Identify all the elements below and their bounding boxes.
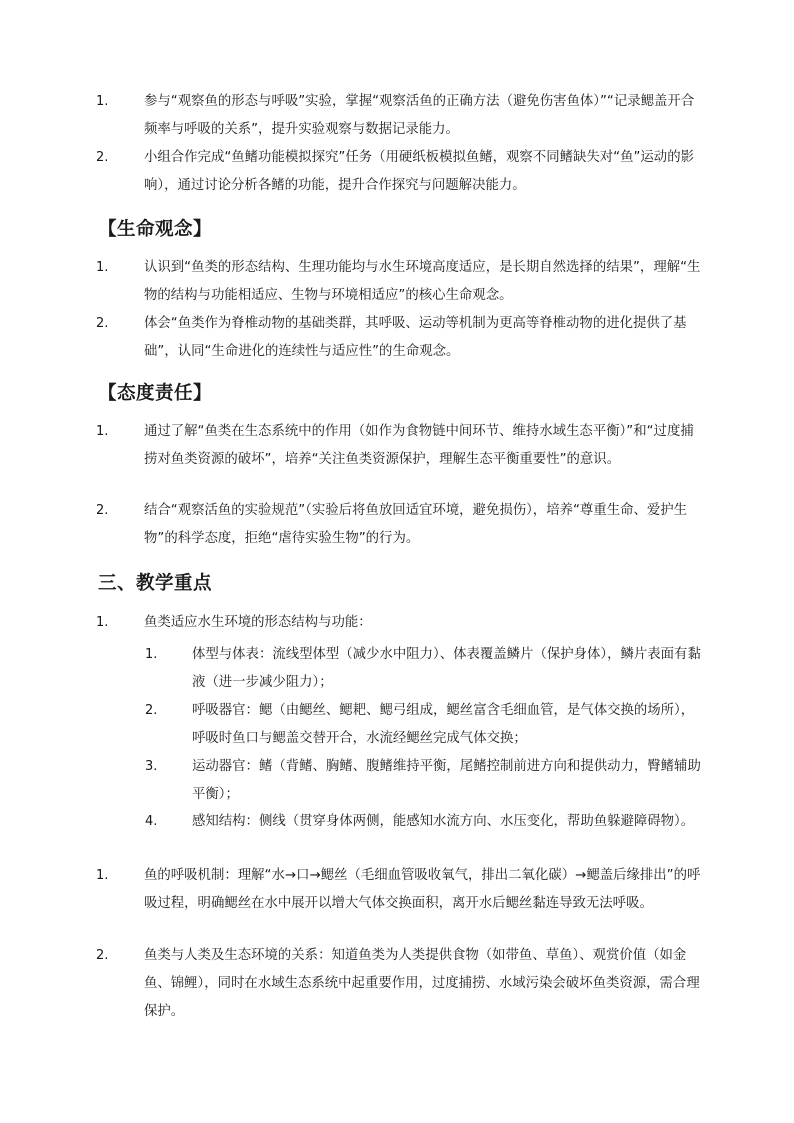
- list-number: 2.: [96, 150, 109, 165]
- list-text: 参与“观察鱼的形态与呼吸”实验，掌握“观察活鱼的正确方法（避免伤害鱼体）”“记录鳃盖开合频率与呼吸的关系”，提升实验观察与数据记录能力。: [144, 94, 695, 137]
- list-text: 体型与体表：流线型体型（减少水中阻力）、体表覆盖鳞片（保护身体），鳞片表面有黏液（进一步减少阻力）；: [192, 647, 701, 690]
- list-text: 体会“鱼类作为脊椎动物的基础类群，其呼吸、运动等机制为更高等脊椎动物的进化提供了基础”，认同“生命进化的连续性与适应性”的生命观念。: [144, 316, 687, 359]
- list-text: 结合“观察活鱼的实验规范”（实验后将鱼放回适宜环境，避免损伤），培养“尊重生命、爱护生物”的科学态度，拒绝“虐待实验生物”的行为。: [144, 503, 688, 546]
- list-number: 2.: [96, 316, 109, 331]
- list-number: 1.: [96, 424, 109, 439]
- list-text: 运动器官：鳍（背鳍、胸鳍、腹鳍维持平衡，尾鳍控制前进方向和提供动力，臀鳍辅助平衡）；: [192, 759, 701, 802]
- list-number: 1.: [96, 94, 109, 109]
- list-text: 鱼的呼吸机制：理解“水→口→鳃丝（毛细血管吸收氧气，排出二氧化碳）→鳃盖后缘排出”的呼吸过程，明确鳃丝在水中展开以增大气体交换面积，离开水后鳃丝黏连导致无法呼吸。: [144, 868, 701, 911]
- list-text: 小组合作完成“鱼鳍功能模拟探究”任务（用硬纸板模拟鱼鳍，观察不同鳍缺失对“鱼”运动的影响），通过讨论分析各鳍的功能，提升合作探究与问题解决能力。: [144, 150, 694, 193]
- list-number: 1.: [96, 260, 109, 275]
- list-text: 感知结构：侧线（贯穿身体两侧，能感知水流方向、水压变化，帮助鱼躲避障碍物）。: [192, 814, 695, 829]
- section-heading-attitude: 【态度责任】: [98, 383, 213, 404]
- list-text: 鱼类适应水生环境的形态结构与功能：: [144, 615, 372, 630]
- list-number: 2.: [145, 703, 158, 718]
- list-number: 3.: [145, 759, 158, 774]
- list-text: 通过了解“鱼类在生态系统中的作用（如作为食物链中间环节、维持水域生态平衡）”和“过度捕捞对鱼类资源的破坏”，培养“关注鱼类资源保护，理解生态平衡重要性”的意识。: [144, 424, 694, 467]
- list-number: 4.: [145, 814, 158, 829]
- list-text: 认识到“鱼类的形态结构、生理功能均与水生环境高度适应，是长期自然选择的结果”，理解“生物的结构与功能相适应、生物与环境相适应”的核心生命观念。: [144, 260, 701, 303]
- list-number: 2.: [96, 948, 109, 963]
- list-number: 1.: [145, 647, 158, 662]
- section-title-key-points: 三、教学重点: [98, 573, 213, 594]
- list-text: 鱼类与人类及生态环境的关系：知道鱼类为人类提供食物（如带鱼、草鱼）、观赏价值（如金鱼、锦鲤），同时在水域生态系统中起重要作用，过度捕捞、水域污染会破坏鱼类资源，需合理保护。: [144, 948, 700, 1019]
- list-number: 1.: [96, 868, 109, 883]
- list-number: 1.: [96, 615, 109, 630]
- section-heading-life-view: 【生命观念】: [98, 219, 213, 240]
- list-text: 呼吸器官：鳃（由鳃丝、鳃耙、鳃弓组成，鳃丝富含毛细血管，是气体交换的场所），呼吸时鱼口与鳃盖交替开合，水流经鳃丝完成气体交换；: [192, 703, 695, 746]
- list-number: 2.: [96, 503, 109, 518]
